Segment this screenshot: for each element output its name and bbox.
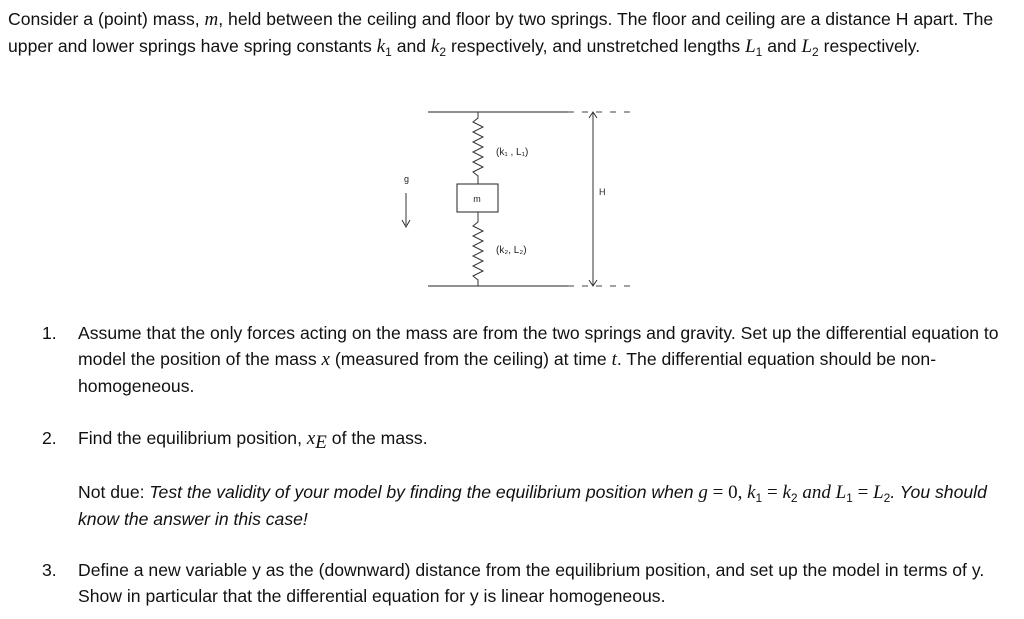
list-item-2 [0,425,1010,535]
item-number: 1. [42,323,57,343]
item-number: 3. [42,560,57,580]
item-text: Assume that the only forces acting on the mass are from the two springs and gravity. Set up the differential equation to model the position of the mass x (measured from the ceiling) at time t. The differential equation should be non-homogeneous. [78,323,999,396]
upper-spring-label: (k₁ , L₁) [496,147,529,158]
upper-spring [473,112,483,184]
height-dimension-arrow [589,112,597,286]
mass-symbol: m [204,9,219,30]
mass-label: m [473,194,481,204]
gravity-arrow-icon [402,193,410,227]
intro-paragraph: Consider a (point) mass, m, held between the ceiling and floor by two springs. The floor and ceiling are a distance H apart. The upper and lower springs have spring constants $k_1$ and $k_2$ respectively, and unstretched lengths $L_1$ and $L_2$ respectively. [8,9,994,59]
list-item-3 [0,557,1010,613]
item-note: Not due: Test the validity of your model by finding the equilibrium position when g = 0, $k_1 = k_2$ and $L_1 = L_2$. You should know the answer in this case! [78,482,987,529]
spring-mass-diagram [400,100,640,300]
lower-spring [473,212,483,286]
item-text: Find the equilibrium position, $x_E$ of the mass. [78,428,428,453]
gravity-label: g [404,174,410,184]
item-text: Define a new variable y as the (downward) distance from the equilibrium position, and set up the model in terms of y. Show in particular that the differential equation for y is linear homogeneous. [78,560,985,606]
lower-spring-label: (k₂, L₂) [496,245,527,256]
height-label: H [599,187,606,197]
item-number: 2. [42,428,57,448]
list-item-1 [0,320,1010,400]
